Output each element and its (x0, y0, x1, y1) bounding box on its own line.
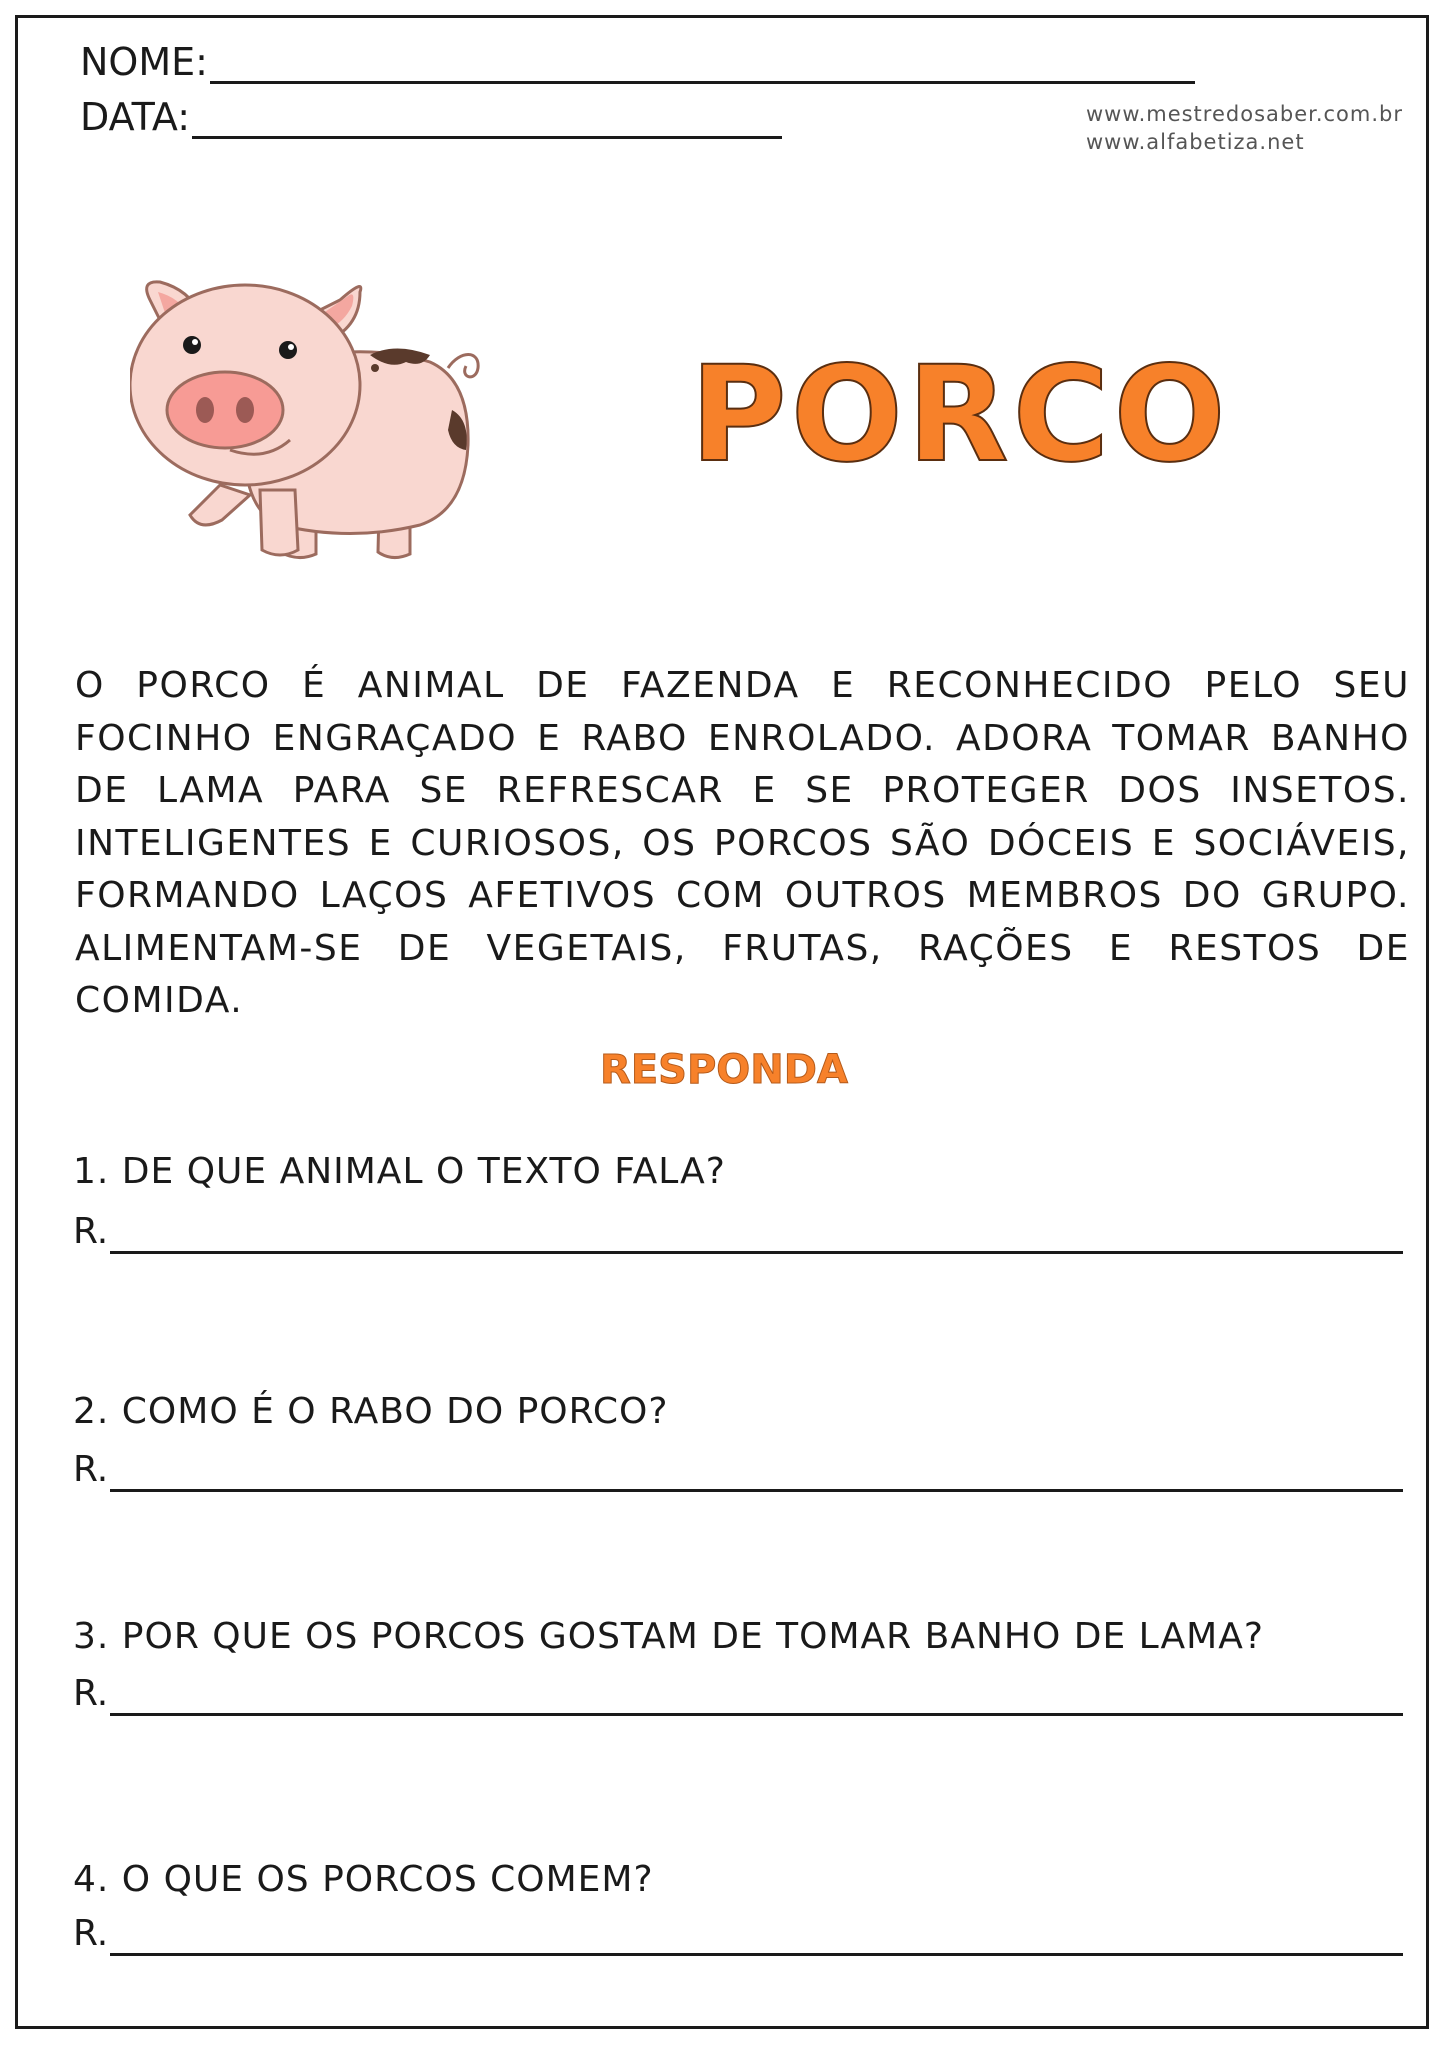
page-title: PORCO (690, 338, 1230, 492)
answer-3[interactable] (73, 1672, 1403, 1716)
question-2: 2. COMO É O RABO DO PORCO? (73, 1391, 669, 1432)
answer-line-3[interactable] (110, 1677, 1403, 1716)
answer-prefix: R. (73, 1449, 109, 1490)
answer-1[interactable] (73, 1210, 1403, 1254)
website-credits (1086, 100, 1403, 156)
name-field[interactable] (80, 40, 1195, 84)
reading-text: O PORCO É ANIMAL DE FAZENDA E RECONHECIDO PELO SEU FOCINHO ENGRAÇADO E RABO ENROLADO. ADORA TOMAR BANHO DE LAMA PARA SE REFRESCAR E SE PROTEGER DOS INSETOS. INTELIGENTES E CURIOSOS, OS PORCOS SÃO DÓCEIS E SOCIÁVEIS, FORMANDO LAÇOS AFETIVOS COM OUTROS MEMBROS DO GRUPO. ALIMENTAM-SE DE VEGETAIS, FRUTAS, RAÇÕES E RESTOS DE COMIDA. (75, 665, 1410, 1021)
question-3: 3. POR QUE OS PORCOS GOSTAM DE TOMAR BANHO DE LAMA? (73, 1616, 1264, 1657)
name-line[interactable] (210, 41, 1195, 84)
answer-4[interactable] (73, 1912, 1403, 1956)
date-line[interactable] (192, 96, 782, 139)
answer-prefix: R. (73, 1913, 109, 1954)
site-2: www.alfabetiza.net (1085, 130, 1305, 154)
answer-line-1[interactable] (110, 1215, 1403, 1254)
date-field[interactable] (80, 95, 782, 139)
answer-line-2[interactable] (110, 1453, 1403, 1492)
site-1: www.mestredosaber.com.br (1085, 102, 1403, 126)
answer-prefix: R. (73, 1211, 109, 1252)
pig-illustration (130, 270, 480, 570)
answer-line-4[interactable] (110, 1917, 1403, 1956)
answer-2[interactable] (73, 1448, 1403, 1492)
question-1: 1. DE QUE ANIMAL O TEXTO FALA? (73, 1151, 726, 1192)
date-label: DATA: (80, 95, 191, 139)
name-label: NOME: (80, 40, 208, 84)
answer-prefix: R. (73, 1673, 109, 1714)
section-heading: RESPONDA (600, 1047, 848, 1093)
pig-icon (130, 270, 480, 570)
question-4: 4. O QUE OS PORCOS COMEM? (73, 1859, 654, 1900)
